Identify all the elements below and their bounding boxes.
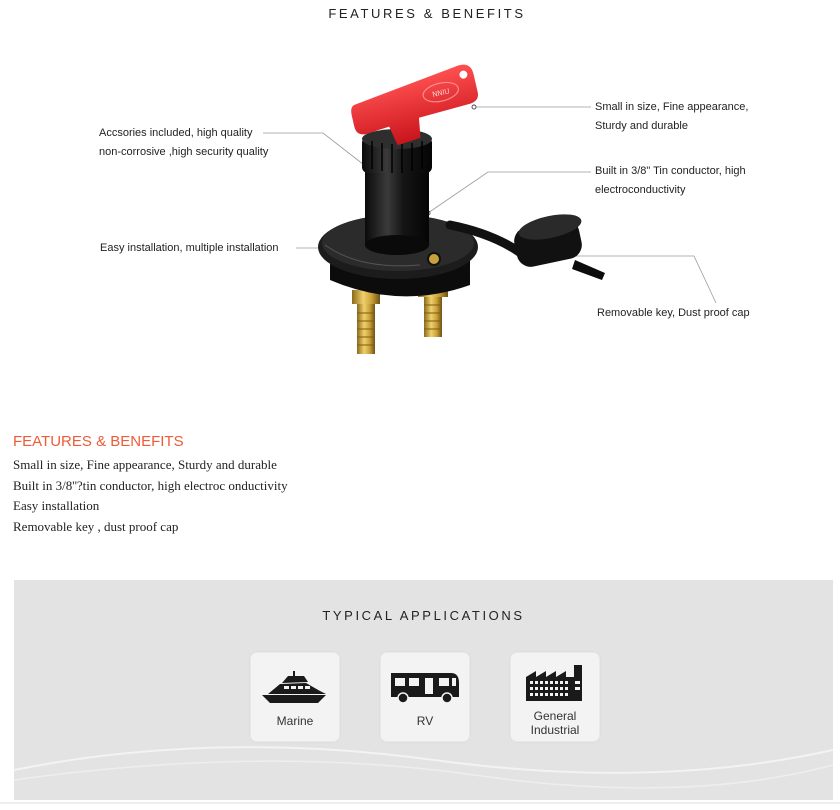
callout-accessories [99,124,268,162]
list-item: Small in size, Fine appearance, Sturdy and durable [13,457,277,472]
app-card-marine [250,652,340,742]
yacht-icon [260,669,330,705]
battery-switch-image [300,55,620,375]
factory-icon [524,665,586,703]
list-item: Removable key , dust proof cap [13,518,179,534]
app-label-industrial [511,709,599,737]
app-label-industrial-line2: Industrial [530,723,580,737]
callout-conductor-line1: Built in 3/8" Tin conductor, high [595,165,746,177]
applications-title: TYPICAL APPLICATIONS [322,608,525,623]
features-heading: FEATURES & BENEFITS [13,433,184,450]
app-label-marine: Marine [276,714,314,728]
app-card-industrial [510,652,600,742]
page-title: FEATURES & BENEFITS [328,6,526,21]
app-label-rv: RV [416,714,434,728]
applications-panel [14,580,833,800]
callout-accessories-line1: Accsories included, high quality [99,127,253,139]
divider [0,802,840,804]
callout-accessories-line2: non-corrosive ,high security quality [99,146,269,158]
list-item: Built in 3/8''?tin conductor, high electroc onductivity [13,477,288,493]
callout-installation: Easy installation, multiple installation [100,242,279,254]
callout-size-line2: Sturdy and durable [595,120,688,132]
app-card-rv [380,652,470,742]
app-label-industrial-line1: General [533,709,577,723]
callout-size-line1: Small in size, Fine appearance, [595,101,749,113]
key-brand: NNIU [431,87,451,99]
callout-conductor-line2: electroconductivity [595,184,686,196]
rv-icon [389,669,461,705]
features-list [13,455,288,537]
dust-cap [512,210,605,280]
list-item: Easy installation [13,498,100,514]
callout-removable: Removable key, Dust proof cap [597,307,750,319]
